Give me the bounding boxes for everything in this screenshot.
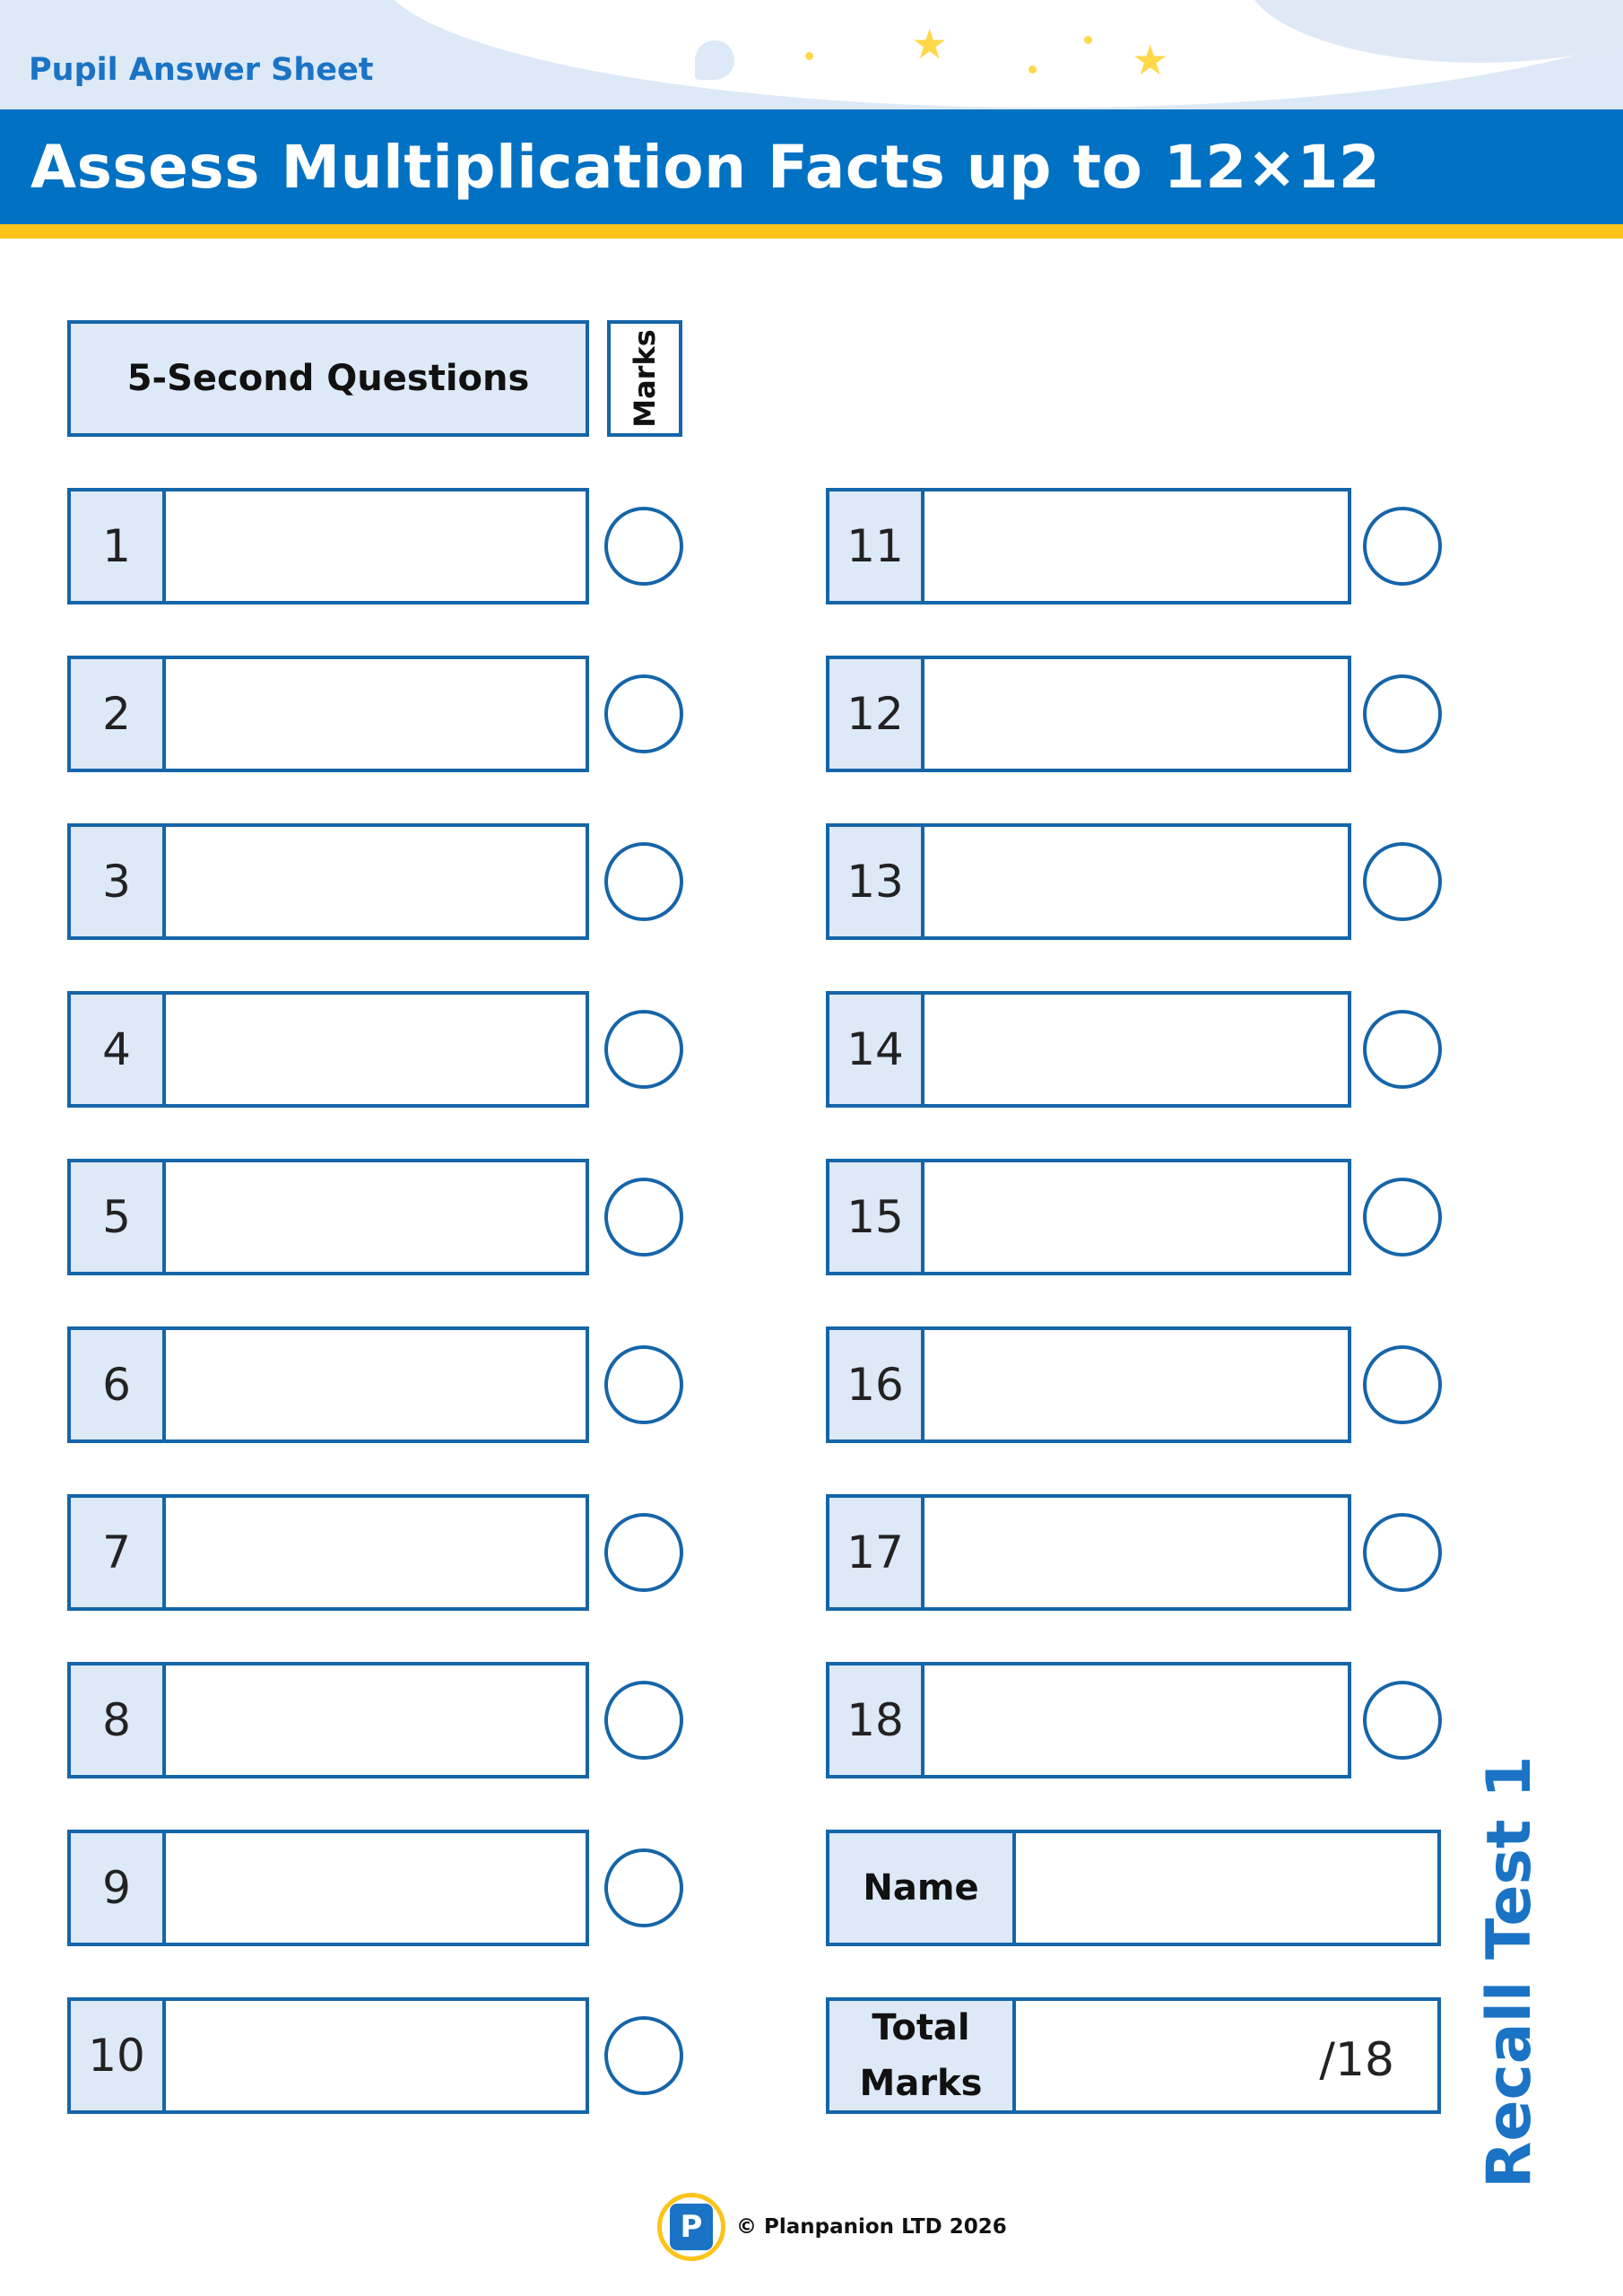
question-row xyxy=(67,1997,682,2114)
question-number: 9 xyxy=(67,1830,166,1946)
mark-circle[interactable] xyxy=(604,1178,683,1257)
question-number: 11 xyxy=(826,488,924,604)
question-row xyxy=(67,1830,682,1946)
marks-label: Marks xyxy=(628,329,663,428)
total-marks-field[interactable] xyxy=(1012,1997,1441,2114)
question-row xyxy=(67,991,682,1108)
question-number: 2 xyxy=(67,656,166,772)
question-number: 1 xyxy=(67,488,166,604)
question-number: 6 xyxy=(67,1326,166,1443)
planpanion-logo-icon: P xyxy=(657,2193,725,2261)
answer-box[interactable] xyxy=(162,823,589,940)
footer xyxy=(657,2190,1007,2264)
question-number: 7 xyxy=(67,1494,166,1611)
question-row xyxy=(826,1662,1441,1779)
question-number: 3 xyxy=(67,823,166,940)
question-row xyxy=(67,1326,682,1443)
question-row xyxy=(826,1159,1441,1275)
answer-box[interactable] xyxy=(921,1159,1351,1275)
question-number: 16 xyxy=(826,1326,924,1443)
mark-circle[interactable] xyxy=(1363,1345,1442,1424)
question-row xyxy=(826,488,1441,604)
answer-box[interactable] xyxy=(921,991,1351,1108)
answer-box[interactable] xyxy=(162,656,589,772)
answer-box[interactable] xyxy=(162,1494,589,1611)
mark-circle[interactable] xyxy=(604,1848,683,1927)
star-icon: ★ xyxy=(911,20,949,68)
decorative-dot xyxy=(1084,36,1092,44)
question-row xyxy=(67,1494,682,1611)
question-number: 17 xyxy=(826,1494,924,1611)
mark-circle[interactable] xyxy=(1363,1513,1442,1592)
question-number: 18 xyxy=(826,1662,924,1779)
mark-circle[interactable] xyxy=(604,2016,683,2095)
question-row xyxy=(67,488,682,604)
question-number: 12 xyxy=(826,656,924,772)
question-number: 10 xyxy=(67,1997,166,2114)
name-field[interactable] xyxy=(1012,1830,1441,1946)
decorative-drop xyxy=(695,40,734,80)
copyright-text: © Planpanion LTD 2026 xyxy=(736,2215,1007,2239)
mark-circle[interactable] xyxy=(604,1010,683,1089)
mark-circle[interactable] xyxy=(604,842,683,921)
answer-box[interactable] xyxy=(162,488,589,604)
answer-box[interactable] xyxy=(921,488,1351,604)
sheet-subtitle: Pupil Answer Sheet xyxy=(29,52,374,88)
question-number: 4 xyxy=(67,991,166,1108)
question-number: 13 xyxy=(826,823,924,940)
mark-circle[interactable] xyxy=(604,507,683,586)
answer-box[interactable] xyxy=(921,1494,1351,1611)
total-marks-label: Total Marks xyxy=(826,1997,1016,2114)
title-bar xyxy=(0,109,1623,239)
mark-circle[interactable] xyxy=(604,1345,683,1424)
answer-box[interactable] xyxy=(921,656,1351,772)
recall-test-label: Recall Test 1 xyxy=(1474,1755,1545,2188)
question-number: 14 xyxy=(826,991,924,1108)
answer-box[interactable] xyxy=(921,1662,1351,1779)
mark-circle[interactable] xyxy=(1363,507,1442,586)
mark-circle[interactable] xyxy=(604,674,683,753)
mark-circle[interactable] xyxy=(1363,674,1442,753)
question-row xyxy=(67,656,682,772)
mark-circle[interactable] xyxy=(1363,1010,1442,1089)
section-label: 5-Second Questions xyxy=(126,358,530,399)
question-row xyxy=(67,823,682,940)
mark-circle[interactable] xyxy=(604,1513,683,1592)
answer-box[interactable] xyxy=(162,1662,589,1779)
question-row xyxy=(826,991,1441,1108)
answer-box[interactable] xyxy=(921,823,1351,940)
question-row xyxy=(826,823,1441,940)
decorative-dot xyxy=(805,52,813,60)
mark-circle[interactable] xyxy=(1363,1178,1442,1257)
mark-circle[interactable] xyxy=(604,1681,683,1760)
question-number: 5 xyxy=(67,1159,166,1275)
answer-box[interactable] xyxy=(162,1830,589,1946)
star-icon: ★ xyxy=(1132,36,1169,84)
question-number: 15 xyxy=(826,1159,924,1275)
answer-box[interactable] xyxy=(162,1997,589,2114)
marks-header xyxy=(607,320,682,437)
question-row xyxy=(67,1662,682,1779)
page-title: Assess Multiplication Facts up to 12×12 xyxy=(30,133,1381,202)
mark-circle[interactable] xyxy=(1363,842,1442,921)
name-label: Name xyxy=(826,1830,1016,1946)
question-row xyxy=(826,1326,1441,1443)
total-out-of: /18 xyxy=(1319,2033,1394,2087)
answer-box[interactable] xyxy=(921,1326,1351,1443)
question-row xyxy=(826,656,1441,772)
question-row xyxy=(826,1494,1441,1611)
answer-box[interactable] xyxy=(162,1326,589,1443)
answer-box[interactable] xyxy=(162,991,589,1108)
question-row xyxy=(67,1159,682,1275)
question-number: 8 xyxy=(67,1662,166,1779)
section-header xyxy=(67,320,589,437)
decorative-dot xyxy=(1028,65,1037,74)
answer-box[interactable] xyxy=(162,1159,589,1275)
mark-circle[interactable] xyxy=(1363,1681,1442,1760)
